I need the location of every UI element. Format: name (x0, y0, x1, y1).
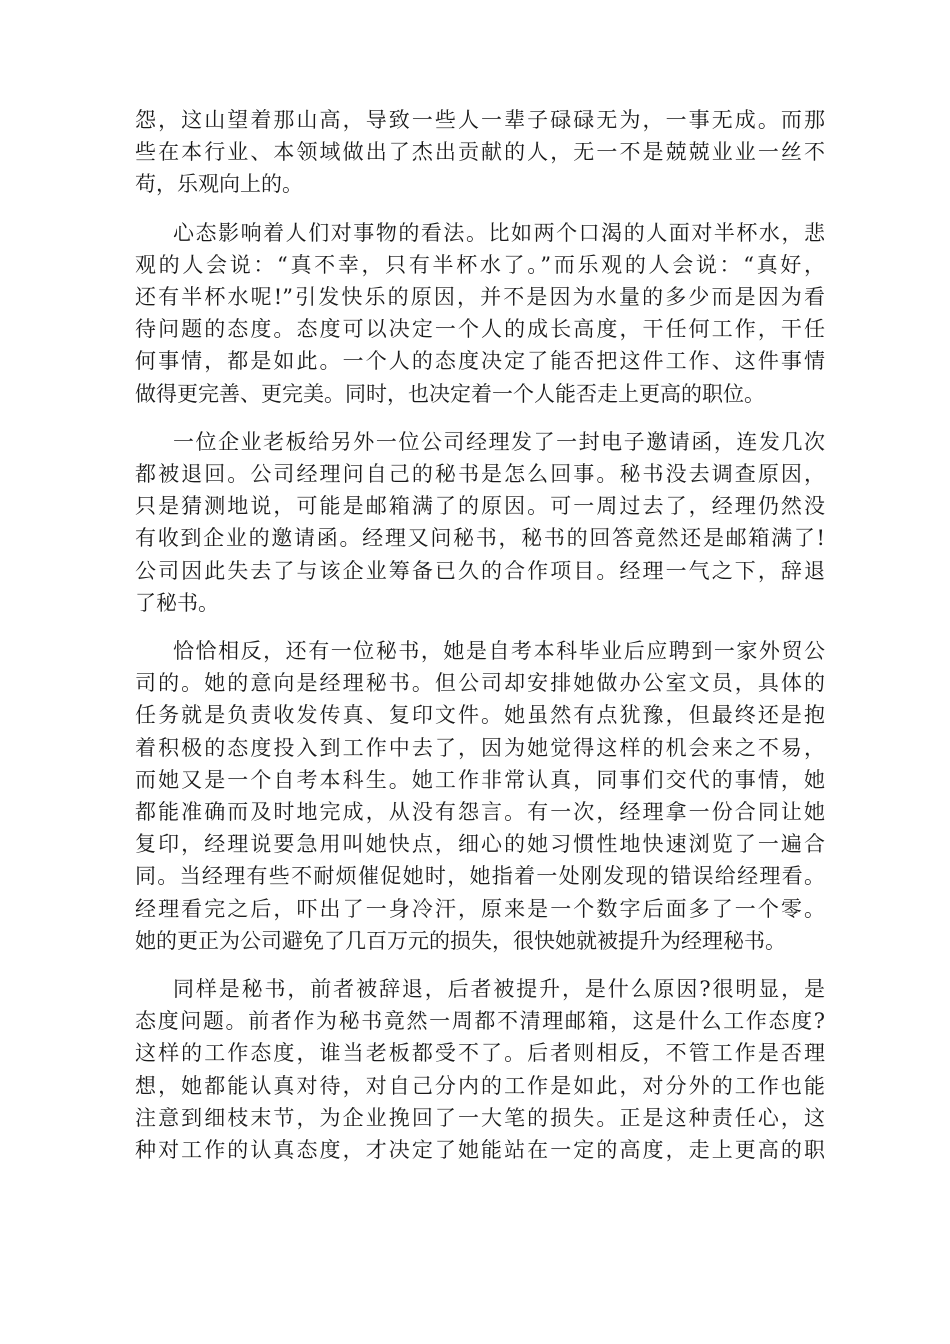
paragraph (135, 104, 825, 201)
text-line: 注意到细枝末节，为企业挽回了一大笔的损失。正是这种责任心，这 (135, 1105, 825, 1130)
text-line: 她的更正为公司避免了几百万元的损失，很快她就被提升为经理秘书。 (135, 928, 786, 953)
text-line: 只是猜测地说，可能是邮箱满了的原因。可一周过去了，经理仍然没 (135, 494, 825, 519)
text-line: 公司因此失去了与该企业筹备已久的合作项目。经理一气之下，辞退 (135, 558, 825, 583)
text-line: 何事情，都是如此。一个人的态度决定了能否把这件工作、这件事情 (135, 349, 825, 374)
text-line: 观的人会说：“真不幸，只有半杯水了。”而乐观的人会说：“真好， (135, 252, 825, 277)
text-line: 怨，这山望着那山高，导致一些人一辈子碌碌无为，一事无成。而那 (135, 108, 825, 132)
text-line: 苟，乐观向上的。 (135, 172, 303, 197)
text-line: 心态影响着人们对事物的看法。比如两个口渴的人面对半杯水，悲 (173, 220, 825, 245)
text-line: 做得更完善、更完美。同时，也决定着一个人能否走上更高的职位。 (135, 381, 765, 406)
text-line: 而她又是一个自考本科生。她工作非常认真，同事们交代的事情，她 (135, 767, 825, 792)
text-line: 些在本行业、本领域做出了杰出贡献的人，无一不是兢兢业业一丝不 (135, 140, 825, 165)
text-line: 种对工作的认真态度，才决定了她能站在一定的高度，走上更高的职 (135, 1138, 825, 1163)
text-line: 经理看完之后，吓出了一身冷汗，原来是一个数字后面多了一个零。 (135, 896, 825, 921)
text-line: 都能准确而及时地完成，从没有怨言。有一次，经理拿一份合同让她 (135, 800, 825, 825)
text-line: 态度问题。前者作为秘书竟然一周都不清理邮箱，这是什么工作态度? (135, 1009, 825, 1034)
text-line: 任务就是负责收发传真、复印文件。她虽然有点犹豫，但最终还是抱 (135, 703, 825, 728)
text-line: 同样是秘书，前者被辞退，后者被提升，是什么原因?很明显，是 (173, 977, 825, 1002)
text-line: 了秘书。 (135, 590, 219, 615)
text-line: 一位企业老板给另外一位公司经理发了一封电子邀请函，连发几次 (173, 429, 825, 454)
paragraph (135, 973, 825, 1166)
text-line: 都被退回。公司经理问自己的秘书是怎么回事。秘书没去调查原因， (135, 462, 825, 487)
paragraph (135, 426, 825, 619)
text-line: 司的。她的意向是经理秘书。但公司却安排她做办公室文员，具体的 (135, 671, 825, 696)
text-line: 还有半杯水呢!”引发快乐的原因，并不是因为水量的多少而是因为看 (135, 285, 825, 310)
paragraph (135, 635, 825, 957)
paragraph (135, 217, 825, 410)
text-line: 复印，经理说要急用叫她快点，细心的她习惯性地快速浏览了一遍合 (135, 832, 825, 857)
text-line: 想，她都能认真对待，对自己分内的工作是如此，对分外的工作也能 (135, 1073, 825, 1098)
document-body (135, 104, 825, 1182)
text-line: 恰恰相反，还有一位秘书，她是自考本科毕业后应聘到一家外贸公 (173, 639, 825, 664)
text-line: 这样的工作态度，谁当老板都受不了。后者则相反，不管工作是否理 (135, 1041, 825, 1066)
text-line: 同。当经理有些不耐烦催促她时，她指着一处刚发现的错误给经理看。 (135, 864, 825, 889)
text-line: 有收到企业的邀请函。经理又问秘书，秘书的回答竟然还是邮箱满了! (135, 526, 825, 551)
text-line: 着积极的态度投入到工作中去了，因为她觉得这样的机会来之不易， (135, 735, 825, 760)
text-line: 待问题的态度。态度可以决定一个人的成长高度，干任何工作，干任 (135, 317, 825, 342)
